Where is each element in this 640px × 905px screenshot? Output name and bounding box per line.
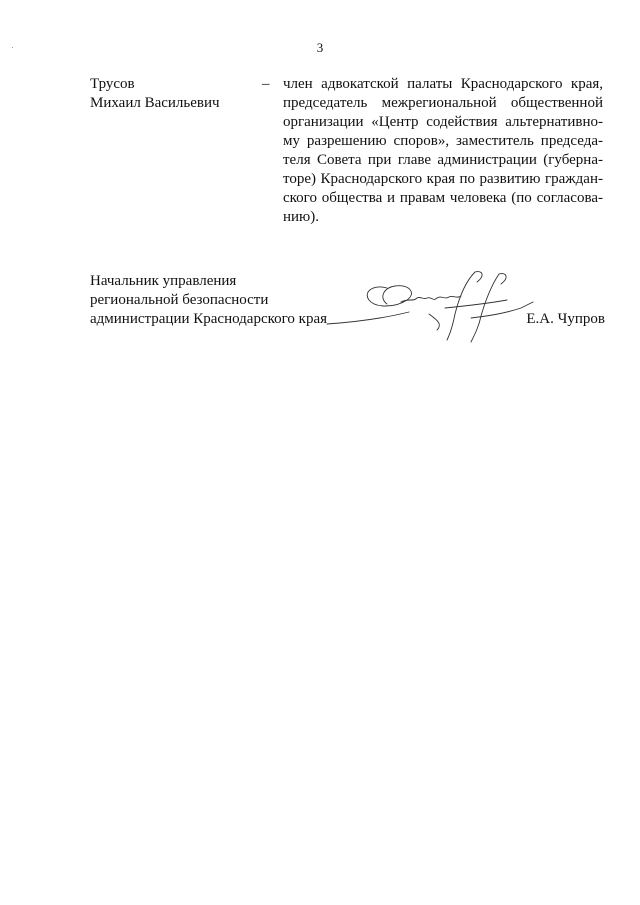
member-description	[283, 75, 603, 227]
signatory-title-line: Начальник управления	[90, 273, 237, 289]
member-name	[90, 75, 260, 113]
description-line: му разрешению споров», заместитель председа-	[283, 133, 603, 149]
description-line: председатель межрегиональной общественной	[283, 95, 603, 111]
description-line: член адвокатской палаты Краснодарского края,	[283, 76, 603, 92]
description-line: ского общества и правам человека (по согласова-	[283, 190, 603, 206]
signatory-title-line: администрации Краснодарского края	[90, 311, 328, 327]
handwritten-signature-icon	[325, 268, 535, 348]
description-line: теля Совета при главе администрации (губерна-	[283, 152, 603, 168]
description-line: нию).	[283, 209, 320, 225]
signer-name: Е.А. Чупров	[526, 311, 605, 327]
description-line: организации «Центр содействия альтернативно-	[283, 114, 603, 130]
member-dash: –	[262, 76, 270, 92]
member-surname: Трусов	[90, 76, 135, 92]
signatory-title-line: региональной безопасности	[90, 292, 269, 308]
description-line: торе) Краснодарского края по развитию граждан-	[283, 171, 603, 187]
signatory-title	[90, 272, 350, 329]
page-number: 3	[316, 40, 324, 55]
member-given-names: Михаил Васильевич	[90, 95, 220, 111]
